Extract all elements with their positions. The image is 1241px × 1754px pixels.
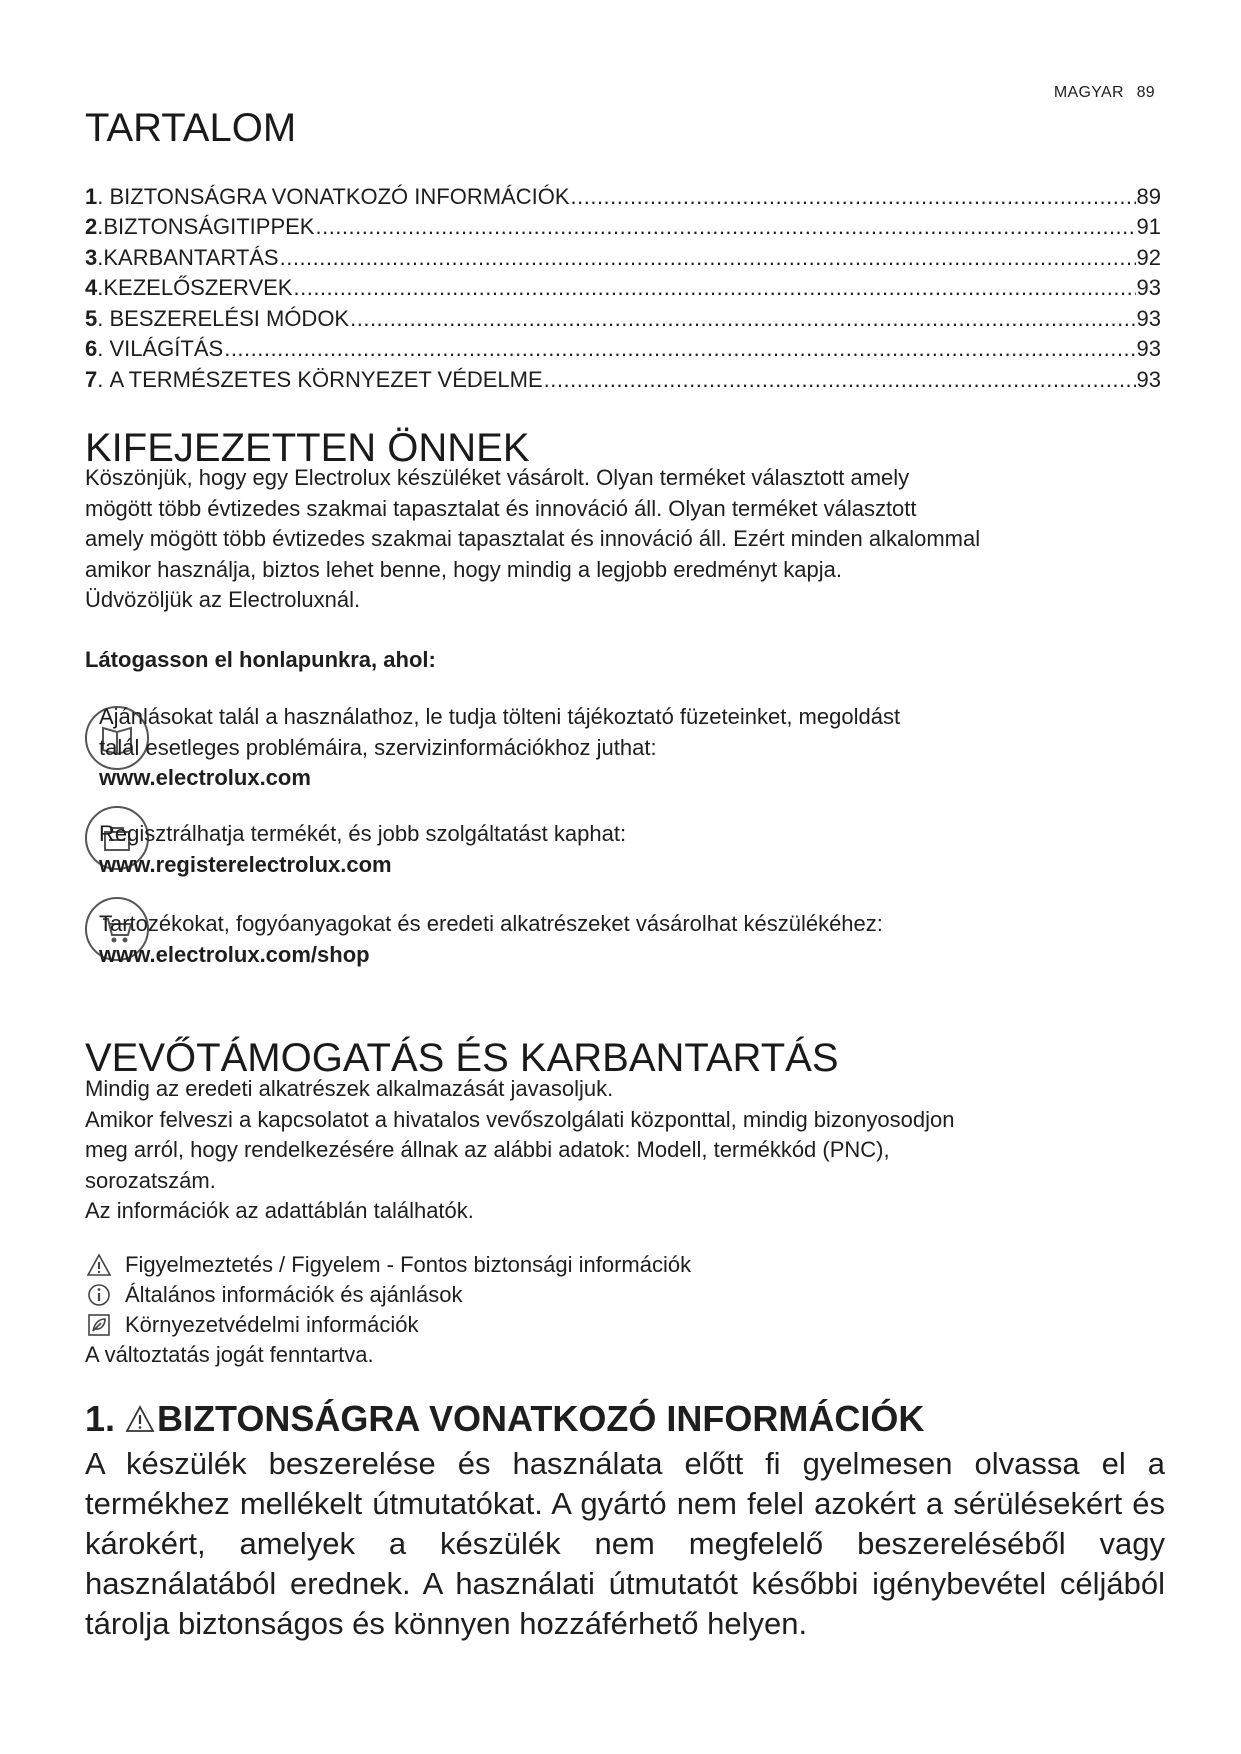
- toc-entry[interactable]: [85, 240, 1161, 271]
- toc-entry-separator: .: [97, 336, 110, 361]
- welcome-paragraph: [85, 463, 1165, 616]
- toc-entry-number: 1: [85, 183, 98, 209]
- toc-entry-label: A TERMÉSZETES KÖRNYEZET VÉDELME: [109, 366, 543, 392]
- toc-entry-separator: .: [97, 366, 110, 392]
- language-label: MAGYAR: [1053, 84, 1124, 101]
- toc-title: TARTALOM: [85, 106, 297, 150]
- toc-entry[interactable]: [85, 362, 1161, 393]
- electrolux-link[interactable]: www.electrolux.com: [99, 765, 311, 790]
- toc-leader-dots: [350, 306, 1135, 332]
- toc-entry-number: 4: [85, 275, 98, 300]
- link-item-register: [85, 819, 1165, 880]
- section-title-text: BIZTONSÁGRA VONATKOZÓ INFORMÁCIÓK: [157, 1398, 925, 1439]
- link-item-manuals: [85, 702, 1165, 794]
- toc-entry-label: BESZERELÉSI MÓDOK: [109, 305, 350, 331]
- shop-link[interactable]: www.electrolux.com/shop: [99, 941, 370, 967]
- link-item-shop: [85, 909, 1165, 970]
- toc-entry[interactable]: [85, 271, 1161, 302]
- toc-entry-page: 91: [1136, 214, 1161, 239]
- toc-entry-page: 93: [1136, 305, 1161, 331]
- toc-entry-label: VILÁGÍTÁS: [109, 336, 224, 361]
- welcome-line: amikor használja, biztos lehet benne, hogy mindig a legjobb eredményt kapja.: [85, 556, 843, 582]
- support-line: meg arról, hogy rendelkezésére állnak az alábbi adatok: Modell, termékkód (PNC),: [85, 1137, 890, 1162]
- toc-entry-number: 2: [85, 214, 98, 239]
- toc-entry-label: KEZELŐSZERVEK: [103, 275, 293, 300]
- toc-entry-separator: .: [97, 214, 104, 239]
- info-icon: [85, 1283, 113, 1307]
- toc-entry-number: 7: [85, 366, 98, 392]
- toc-entry-number: 6: [85, 336, 98, 361]
- toc-entry[interactable]: [85, 301, 1161, 332]
- link-description: Tartozékokat, fogyóanyagokat és eredeti alkatrészeket vásárolhat készülékéhez:: [99, 911, 883, 936]
- toc-leader-dots: [280, 245, 1136, 271]
- legend-item: [85, 1310, 691, 1340]
- link-description: Ajánlásokat talál a használathoz, le tudja tölteni tájékoztató füzeteinket, megoldást: [99, 704, 901, 729]
- support-line: Az információk az adattáblán találhatók.: [85, 1198, 474, 1223]
- toc-leader-dots: [571, 184, 1136, 210]
- toc-entry-page: 92: [1136, 244, 1161, 270]
- toc-entry-label: BIZTONSÁGRA VONATKOZÓ INFORMÁCIÓK: [109, 183, 570, 209]
- visit-heading: Látogasson el honlapunkra, ahol:: [85, 647, 436, 672]
- toc-entry[interactable]: [85, 210, 1161, 241]
- support-line: Mindig az eredeti alkatrészek alkalmazását javasoljuk.: [85, 1076, 614, 1101]
- toc-leader-dots: [315, 214, 1135, 240]
- toc-entry-separator: .: [97, 305, 110, 331]
- safety-paragraph: A készülék beszerelése és használata előtt fi gyelmesen olvassa el a termékhez mellékelt útmutatókat. A gyártó nem felel azokért a sérülésekért és károkért, amelyek a készülék nem megfelelő beszereléséből vagy használatából erednek. A használati útmutatót későbbi igénybevétel céljából tárolja biztonságos és könnyen hozzáférhető helyen.: [85, 1446, 1165, 1641]
- toc-entry-page: 93: [1136, 336, 1161, 361]
- legend-item: [85, 1280, 691, 1310]
- toc-entry-separator: .: [97, 275, 104, 300]
- legend-text: Figyelmeztetés / Figyelem - Fontos biztonsági információk: [125, 1252, 692, 1277]
- toc-leader-dots: [544, 367, 1136, 393]
- welcome-line: mögött több évtizedes szakmai tapasztalat és innováció áll. Olyan terméket választott: [85, 495, 917, 521]
- toc-leader-dots: [224, 336, 1135, 362]
- section-number: 1.: [85, 1398, 116, 1439]
- toc-entry-separator: .: [97, 244, 104, 270]
- warning-icon: [125, 1404, 155, 1434]
- toc-entry-page: 93: [1136, 366, 1161, 392]
- link-description: talál esetleges problémáira, szervizinformációkhoz juthat:: [99, 734, 657, 760]
- symbol-legend: [85, 1250, 691, 1340]
- welcome-line: Üdvözöljük az Electroluxnál.: [85, 587, 361, 612]
- rights-reserved-note: A változtatás jogát fenntartva.: [85, 1342, 374, 1367]
- leaf-icon: [85, 1313, 113, 1337]
- page-number: 89: [1136, 84, 1155, 101]
- support-line: Amikor felveszi a kapcsolatot a hivatalos vevőszolgálati központtal, mindig bizonyosodjon: [85, 1106, 955, 1132]
- support-title: VEVŐTÁMOGATÁS ÉS KARBANTARTÁS: [85, 1036, 839, 1080]
- toc-entry-page: 93: [1136, 275, 1161, 300]
- safety-section-title: [85, 1398, 924, 1440]
- page-header: [1054, 84, 1155, 102]
- support-paragraph: [85, 1074, 1165, 1227]
- toc-entry-label: BIZTONSÁGITIPPEK: [103, 214, 315, 239]
- legend-item: [85, 1250, 691, 1280]
- toc-entry-page: 89: [1136, 183, 1161, 209]
- welcome-title: KIFEJEZETTEN ÖNNEK: [85, 426, 530, 470]
- link-description: Regisztrálhatja termékét, és jobb szolgáltatást kaphat:: [99, 821, 627, 846]
- toc-entry-number: 3: [85, 244, 98, 270]
- welcome-line: Köszönjük, hogy egy Electrolux készüléket vásárolt. Olyan terméket választott amely: [85, 465, 910, 490]
- legend-text: Környezetvédelmi információk: [125, 1312, 419, 1337]
- welcome-line: amely mögött több évtizedes szakmai tapasztalat és innováció áll. Ezért minden alkalommal: [85, 526, 981, 551]
- toc-leader-dots: [293, 275, 1135, 301]
- warning-icon: [85, 1253, 113, 1277]
- table-of-contents: [85, 179, 1161, 393]
- toc-entry[interactable]: [85, 179, 1161, 210]
- register-link[interactable]: www.registerelectrolux.com: [99, 851, 392, 877]
- toc-entry-number: 5: [85, 305, 98, 331]
- toc-entry[interactable]: [85, 332, 1161, 363]
- legend-text: Általános információk és ajánlások: [125, 1282, 463, 1307]
- support-line: sorozatszám.: [85, 1167, 216, 1193]
- toc-entry-label: KARBANTARTÁS: [103, 244, 279, 270]
- toc-entry-separator: .: [97, 183, 110, 209]
